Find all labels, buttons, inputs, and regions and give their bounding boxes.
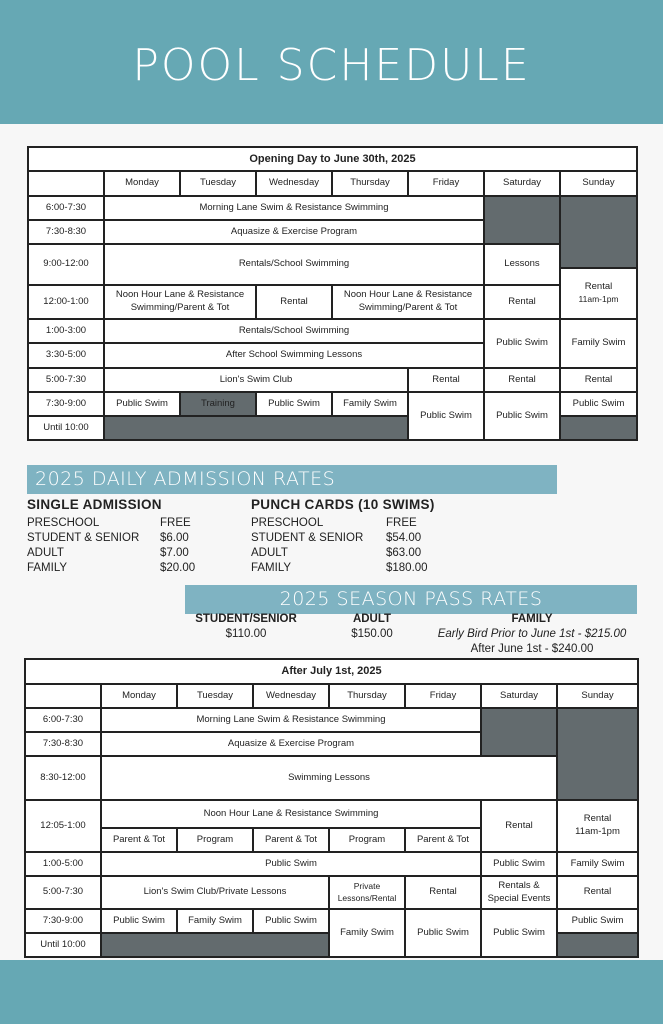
activity-cell: Public Swim <box>256 392 332 416</box>
activity-cell: Program <box>177 828 253 852</box>
activity-cell: Lessons <box>484 244 560 285</box>
time-cell: 6:00-7:30 <box>25 708 101 732</box>
pass-price: $150.00 <box>351 628 393 640</box>
rate-price: FREE <box>160 517 191 529</box>
schedule-table-july <box>24 658 639 958</box>
activity-cell: Public Swim <box>484 392 560 440</box>
activity-cell: Public Swim <box>104 392 180 416</box>
closed-cell <box>104 416 408 440</box>
single-admission-title: SINGLE ADMISSION <box>27 497 162 512</box>
pass-family <box>425 612 639 657</box>
time-cell: 1:00-3:00 <box>28 319 104 343</box>
rate-label: STUDENT & SENIOR <box>251 532 364 544</box>
rate-price: $63.00 <box>386 547 422 559</box>
activity-cell: Rental <box>481 800 557 852</box>
activity-cell: Lion's Swim Club <box>104 368 408 392</box>
rate-row <box>27 546 195 561</box>
activity-cell: Parent & Tot <box>101 828 177 852</box>
day-header: Sunday <box>557 684 638 708</box>
rate-row <box>251 561 435 576</box>
header-banner <box>0 0 663 124</box>
activity-cell: Aquasize & Exercise Program <box>101 732 481 756</box>
time-cell: 3:30-5:00 <box>28 343 104 368</box>
page-title: POOL SCHEDULE <box>132 40 531 91</box>
activity-cell: Public Swim <box>560 392 637 416</box>
time-cell: 7:30-9:00 <box>28 392 104 416</box>
schedule-table-opening <box>27 146 638 441</box>
activity-cell: Public Swim <box>101 852 481 876</box>
activity-cell: Rentals & Special Events <box>481 876 557 909</box>
pass-adult <box>332 612 412 642</box>
rental-time: 11am-1pm <box>575 826 620 837</box>
day-header: Wednesday <box>253 684 329 708</box>
closed-cell <box>484 196 560 244</box>
activity-cell: Public Swim <box>484 319 560 368</box>
single-admission <box>27 497 195 576</box>
rate-row <box>251 516 435 531</box>
season-pass-banner: 2025 SEASON PASS RATES <box>185 585 637 614</box>
rental-label: Rental <box>583 813 612 825</box>
activity-cell: Rental <box>408 368 484 392</box>
rate-price: $20.00 <box>160 562 196 574</box>
rental-label: Rental <box>584 280 613 292</box>
sunday-rental-cell <box>557 800 638 852</box>
day-header: Tuesday <box>180 171 256 196</box>
rate-row <box>27 561 195 576</box>
time-cell: 6:00-7:30 <box>28 196 104 220</box>
activity-cell: Public Swim <box>101 909 177 933</box>
activity-cell: Program <box>329 828 405 852</box>
sunday-rental-cell <box>560 268 637 319</box>
time-cell: 7:30-8:30 <box>25 732 101 756</box>
activity-cell: Noon Hour Lane & Resistance Swimming <box>101 800 481 828</box>
activity-cell: Aquasize & Exercise Program <box>104 220 484 244</box>
time-cell: Until 10:00 <box>28 416 104 440</box>
rate-label: ADULT <box>27 547 64 559</box>
activity-cell: Parent & Tot <box>405 828 481 852</box>
day-header: Monday <box>104 171 180 196</box>
footer-banner <box>0 960 663 1024</box>
activity-cell: Rental <box>484 285 560 319</box>
rate-label: PRESCHOOL <box>27 517 100 529</box>
activity-cell: Family Swim <box>329 909 405 957</box>
time-cell: 8:30-12:00 <box>25 756 101 800</box>
rate-label: STUDENT & SENIOR <box>27 532 140 544</box>
closed-cell <box>557 933 638 957</box>
table-title: Opening Day to June 30th, 2025 <box>28 147 637 171</box>
day-header: Saturday <box>484 171 560 196</box>
activity-cell: Public Swim <box>557 909 638 933</box>
activity-cell: Public Swim <box>481 909 557 957</box>
activity-cell: Lion's Swim Club/Private Lessons <box>101 876 329 909</box>
activity-cell: Parent & Tot <box>253 828 329 852</box>
activity-cell: Training <box>180 392 256 416</box>
time-cell: 1:00-5:00 <box>25 852 101 876</box>
punch-cards-title: PUNCH CARDS (10 SWIMS) <box>251 497 435 512</box>
day-header: Friday <box>405 684 481 708</box>
pass-price: $110.00 <box>225 628 267 640</box>
time-cell: 12:05-1:00 <box>25 800 101 852</box>
time-cell: 7:30-8:30 <box>28 220 104 244</box>
activity-cell: Swimming Lessons <box>101 756 557 800</box>
daily-rates-banner: 2025 DAILY ADMISSION RATES <box>27 465 557 494</box>
activity-cell: Family Swim <box>560 319 637 368</box>
activity-cell: Public Swim <box>408 392 484 440</box>
rate-price: $54.00 <box>386 532 422 544</box>
rate-price: FREE <box>386 517 417 529</box>
activity-cell: Morning Lane Swim & Resistance Swimming <box>104 196 484 220</box>
closed-cell <box>560 416 637 440</box>
table-title: After July 1st, 2025 <box>25 659 638 684</box>
rate-label: ADULT <box>251 547 288 559</box>
time-cell: 9:00-12:00 <box>28 244 104 285</box>
pass-price-early: Early Bird Prior to June 1st - $215.00 <box>437 628 627 640</box>
corner-cell <box>28 171 104 196</box>
pass-label: STUDENT/SENIOR <box>195 613 297 625</box>
corner-cell <box>25 684 101 708</box>
time-cell: Until 10:00 <box>25 933 101 957</box>
closed-cell <box>481 708 557 756</box>
activity-cell: Rentals/School Swimming <box>104 319 484 343</box>
day-header: Tuesday <box>177 684 253 708</box>
rate-row <box>251 546 435 561</box>
pass-student-senior <box>186 612 306 642</box>
pass-label: FAMILY <box>511 613 553 625</box>
pass-price-after: After June 1st - $240.00 <box>470 643 594 655</box>
pass-label: ADULT <box>352 613 392 625</box>
activity-cell: Rental <box>405 876 481 909</box>
rate-price: $180.00 <box>386 562 428 574</box>
rate-row <box>27 531 195 546</box>
rate-label: PRESCHOOL <box>251 517 324 529</box>
rental-time: 11am-1pm <box>578 293 619 304</box>
activity-cell: After School Swimming Lessons <box>104 343 484 368</box>
day-header: Friday <box>408 171 484 196</box>
activity-cell: Rental <box>256 285 332 319</box>
rate-row <box>251 531 435 546</box>
activity-cell: Public Swim <box>405 909 481 957</box>
activity-cell: Family Swim <box>177 909 253 933</box>
day-header: Thursday <box>329 684 405 708</box>
rate-row <box>27 516 195 531</box>
rate-price: $7.00 <box>160 547 189 559</box>
activity-cell: Family Swim <box>557 852 638 876</box>
day-header: Sunday <box>560 171 637 196</box>
activity-cell: Rental <box>557 876 638 909</box>
activity-cell: Rentals/School Swimming <box>104 244 484 285</box>
day-header: Thursday <box>332 171 408 196</box>
rate-price: $6.00 <box>160 532 189 544</box>
activity-cell: Morning Lane Swim & Resistance Swimming <box>101 708 481 732</box>
closed-cell <box>101 933 329 957</box>
rate-label: FAMILY <box>251 562 292 574</box>
closed-cell <box>560 196 637 268</box>
punch-cards <box>251 497 435 576</box>
activity-cell: Family Swim <box>332 392 408 416</box>
time-cell: 5:00-7:30 <box>28 368 104 392</box>
closed-cell <box>557 708 638 800</box>
activity-cell: Noon Hour Lane & Resistance Swimming/Parent & Tot <box>332 285 484 319</box>
time-cell: 12:00-1:00 <box>28 285 104 319</box>
activity-cell: Noon Hour Lane & Resistance Swimming/Parent & Tot <box>104 285 256 319</box>
activity-cell: Rental <box>560 368 637 392</box>
rate-label: FAMILY <box>27 562 68 574</box>
activity-cell: Rental <box>484 368 560 392</box>
time-cell: 7:30-9:00 <box>25 909 101 933</box>
time-cell: 5:00-7:30 <box>25 876 101 909</box>
activity-cell: Public Swim <box>481 852 557 876</box>
day-header: Monday <box>101 684 177 708</box>
day-header: Wednesday <box>256 171 332 196</box>
day-header: Saturday <box>481 684 557 708</box>
activity-cell: Private Lessons/Rental <box>329 876 405 909</box>
activity-cell: Public Swim <box>253 909 329 933</box>
